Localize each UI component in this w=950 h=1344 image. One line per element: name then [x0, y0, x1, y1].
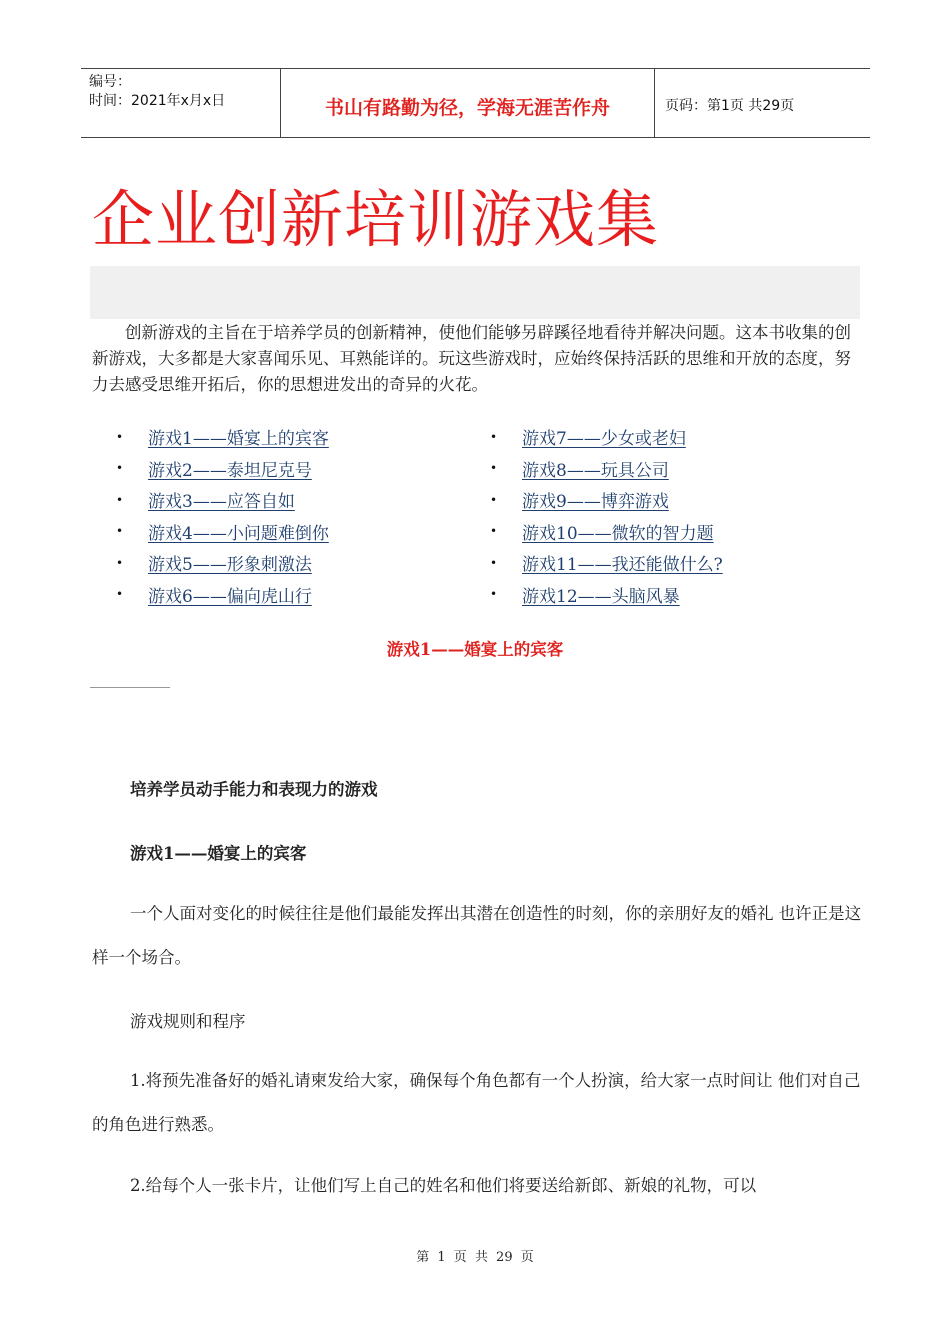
section-heading: 游戏1——婚宴上的宾客	[386, 640, 564, 659]
toc-item	[116, 484, 329, 516]
toc-item	[116, 421, 329, 453]
toc-link[interactable]: 游戏9——博弈游戏	[522, 492, 669, 513]
bullet-icon: •	[490, 587, 498, 602]
bullet-icon: •	[490, 492, 498, 507]
toc-link[interactable]: 游戏1——婚宴上的宾客	[148, 429, 329, 450]
toc-item	[490, 421, 723, 453]
bullet-icon: •	[490, 461, 498, 476]
toc-item	[490, 579, 723, 611]
toc-item	[490, 516, 723, 548]
paragraph-text: 一个人面对变化的时候往往是他们最能发挥出其潜在创造性的时刻，你的亲朋好友的婚礼 也许正是这样一个场合。	[92, 904, 862, 967]
document-header	[81, 68, 870, 138]
game-title: 游戏1——婚宴上的宾客	[129, 844, 307, 863]
toc-item	[116, 516, 329, 548]
divider	[90, 687, 170, 688]
bullet-icon: •	[116, 555, 124, 570]
rules-title: 游戏规则和程序	[129, 1012, 246, 1031]
toc-item	[116, 579, 329, 611]
bullet-icon: •	[116, 429, 124, 444]
toc-item	[490, 547, 723, 579]
toc-link[interactable]: 游戏8——玩具公司	[522, 460, 669, 481]
bullet-icon: •	[490, 429, 498, 444]
toc-link[interactable]: 游戏4——小问题难倒你	[148, 523, 329, 544]
serial-number-label: 编号：	[89, 74, 131, 90]
toc-link[interactable]: 游戏5——形象刺激法	[148, 555, 312, 576]
header-page-info: 页码：第1页 共29页	[665, 98, 795, 114]
toc-item	[490, 484, 723, 516]
title-banner	[90, 266, 860, 319]
bullet-icon: •	[490, 555, 498, 570]
header-meta	[81, 69, 281, 137]
step-1	[92, 1059, 862, 1147]
header-motto: 书山有路勤为径，学海无涯苦作舟	[281, 69, 655, 137]
toc-column-right	[490, 421, 723, 610]
bullet-icon: •	[116, 524, 124, 539]
time-label: 时间：2021年x月x日	[89, 93, 226, 109]
step-text: 2.给每个人一张卡片，让他们写上自己的姓名和他们将要送给新郎、新娘的礼物，可以	[129, 1176, 757, 1195]
toc-item	[116, 547, 329, 579]
toc-item	[116, 453, 329, 485]
toc-link[interactable]: 游戏10——微软的智力题	[522, 523, 714, 544]
body-paragraph-1	[92, 892, 862, 980]
toc-link[interactable]: 游戏2——泰坦尼克号	[148, 460, 312, 481]
game-title-block	[92, 840, 862, 864]
bullet-icon: •	[116, 492, 124, 507]
toc-link[interactable]: 游戏12——头脑风暴	[522, 586, 680, 607]
toc-link[interactable]: 游戏7——少女或老妇	[522, 429, 686, 450]
document-title: 企业创新培训游戏集	[92, 183, 660, 256]
intro-paragraph: 创新游戏的主旨在于培养学员的创新精神，使他们能够另辟蹊径地看待并解决问题。这本书收集的创新游戏，大多都是大家喜闻乐见、耳熟能详的。玩这些游戏时，应始终保持活跃的思维和开放的态度，努力去感受思维开拓后，你的思想进发出的奇异的火花。	[92, 323, 851, 394]
page-footer: 第 1 页 共 29 页	[416, 1250, 534, 1265]
intro-section	[92, 320, 862, 398]
step-2	[92, 1164, 862, 1208]
toc-link[interactable]: 游戏6——偏向虎山行	[148, 586, 312, 607]
bullet-icon: •	[116, 461, 124, 476]
rules-title-block	[92, 1008, 862, 1032]
body-subtitle: 培养学员动手能力和表现力的游戏	[129, 780, 378, 799]
toc-item	[490, 453, 723, 485]
bullet-icon: •	[490, 524, 498, 539]
toc-link[interactable]: 游戏3——应答自如	[148, 492, 295, 513]
toc-link[interactable]: 游戏11——我还能做什么?	[522, 555, 723, 576]
body-subtitle-block	[92, 776, 862, 800]
step-text: 1.将预先准备好的婚礼请柬发给大家，确保每个角色都有一个人扮演，给大家一点时间让 他们对自己的角色进行熟悉。	[92, 1071, 861, 1134]
bullet-icon: •	[116, 587, 124, 602]
toc-column-left	[116, 421, 329, 610]
